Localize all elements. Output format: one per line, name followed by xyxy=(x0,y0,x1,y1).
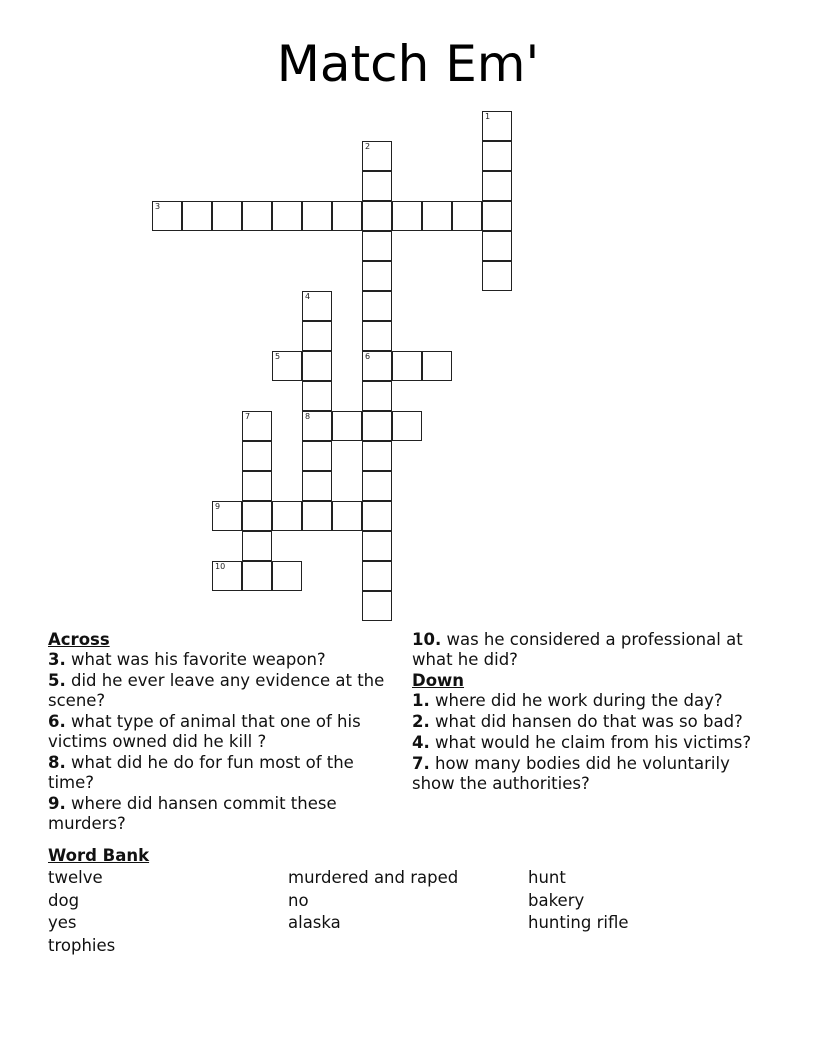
grid-cell[interactable] xyxy=(302,411,332,441)
grid-cell[interactable] xyxy=(362,141,392,171)
down-clue-4: 4. what would he claim from his victims? xyxy=(412,733,752,752)
grid-cell[interactable] xyxy=(362,561,392,591)
clue-number: 4 xyxy=(305,292,311,301)
grid-cell[interactable] xyxy=(482,261,512,291)
grid-cell[interactable] xyxy=(362,441,392,471)
across-clue-5: 5. did he ever leave any evidence at the scene? xyxy=(48,671,385,710)
grid-cell[interactable] xyxy=(362,321,392,351)
grid-cell[interactable] xyxy=(242,471,272,501)
grid-cell[interactable] xyxy=(302,291,332,321)
grid-cell[interactable] xyxy=(392,411,422,441)
grid-cell[interactable] xyxy=(272,501,302,531)
word-bank-item: hunting rifle xyxy=(528,913,629,932)
grid-cell[interactable] xyxy=(212,561,242,591)
across-clue-3: 3. what was his favorite weapon? xyxy=(48,650,326,669)
clue-number: 10 xyxy=(215,562,226,571)
down-heading: Down xyxy=(412,671,465,690)
grid-cell[interactable] xyxy=(302,351,332,381)
across-clue-8: 8. what did he do for fun most of the time? xyxy=(48,753,354,792)
across-heading: Across xyxy=(48,630,110,649)
grid-cell[interactable] xyxy=(242,531,272,561)
clue-number: 9 xyxy=(215,502,221,511)
clue-number: 2 xyxy=(365,142,371,151)
across-clue-10: 10. was he considered a professional at what he did? xyxy=(412,630,743,669)
word-bank-item: twelve xyxy=(48,868,103,887)
grid-cell[interactable] xyxy=(362,231,392,261)
grid-cell[interactable] xyxy=(182,201,212,231)
clue-number: 1 xyxy=(485,112,491,121)
clues-right-column xyxy=(412,630,772,795)
grid-cell[interactable] xyxy=(422,201,452,231)
grid-cell[interactable] xyxy=(362,411,392,441)
grid-cell[interactable] xyxy=(422,351,452,381)
down-clue-2: 2. what did hansen do that was so bad? xyxy=(412,712,743,731)
grid-cell[interactable] xyxy=(482,141,512,171)
grid-cell[interactable] xyxy=(242,501,272,531)
grid-cell[interactable] xyxy=(362,381,392,411)
grid-cell[interactable] xyxy=(482,171,512,201)
word-bank-item: bakery xyxy=(528,891,585,910)
grid-cell[interactable] xyxy=(482,111,512,141)
grid-cell[interactable] xyxy=(362,291,392,321)
grid-cell[interactable] xyxy=(452,201,482,231)
grid-cell[interactable] xyxy=(362,471,392,501)
grid-cell[interactable] xyxy=(302,441,332,471)
grid-cell[interactable] xyxy=(362,261,392,291)
grid-cell[interactable] xyxy=(362,351,392,381)
word-bank-item: murdered and raped xyxy=(288,868,459,887)
grid-cell[interactable] xyxy=(212,201,242,231)
grid-cell[interactable] xyxy=(392,351,422,381)
grid-cell[interactable] xyxy=(362,591,392,621)
clue-number: 7 xyxy=(245,412,251,421)
grid-cell[interactable] xyxy=(482,231,512,261)
grid-cell[interactable] xyxy=(362,501,392,531)
clue-number: 6 xyxy=(365,352,371,361)
grid-cell[interactable] xyxy=(242,201,272,231)
down-clue-7: 7. how many bodies did he voluntarily show the authorities? xyxy=(412,754,730,793)
grid-cell[interactable] xyxy=(362,531,392,561)
word-bank-item: dog xyxy=(48,891,80,910)
grid-cell[interactable] xyxy=(302,501,332,531)
grid-cell[interactable] xyxy=(362,201,392,231)
grid-cell[interactable] xyxy=(302,201,332,231)
grid-cell[interactable] xyxy=(242,561,272,591)
puzzle-title: Match Em' xyxy=(276,35,540,93)
clue-number: 3 xyxy=(155,202,161,211)
grid-cell[interactable] xyxy=(302,381,332,411)
grid-cell[interactable] xyxy=(152,201,182,231)
clue-number: 5 xyxy=(275,352,281,361)
word-bank-heading: Word Bank xyxy=(48,846,150,865)
down-clue-1: 1. where did he work during the day? xyxy=(412,691,723,710)
word-bank-item: alaska xyxy=(288,913,341,932)
grid-cell[interactable] xyxy=(302,321,332,351)
grid-cell[interactable] xyxy=(392,201,422,231)
grid-cell[interactable] xyxy=(212,501,242,531)
grid-cell[interactable] xyxy=(272,201,302,231)
word-bank-item: hunt xyxy=(528,868,566,887)
grid-cell[interactable] xyxy=(332,411,362,441)
grid-cell[interactable] xyxy=(332,201,362,231)
grid-cell[interactable] xyxy=(332,501,362,531)
clue-number: 8 xyxy=(305,412,311,421)
word-bank-item: trophies xyxy=(48,936,116,955)
word-bank-item: yes xyxy=(48,913,77,932)
grid-cell[interactable] xyxy=(272,561,302,591)
clues-left-column xyxy=(48,630,393,835)
word-bank-item: no xyxy=(288,891,309,910)
grid-cell[interactable] xyxy=(482,201,512,231)
grid-cell[interactable] xyxy=(242,441,272,471)
grid-cell[interactable] xyxy=(242,411,272,441)
grid-cell[interactable] xyxy=(302,471,332,501)
grid-cell[interactable] xyxy=(272,351,302,381)
across-clue-6: 6. what type of animal that one of his victims owned did he kill ? xyxy=(48,712,361,751)
across-clue-9: 9. where did hansen commit these murders? xyxy=(48,794,337,833)
grid-cell[interactable] xyxy=(362,171,392,201)
